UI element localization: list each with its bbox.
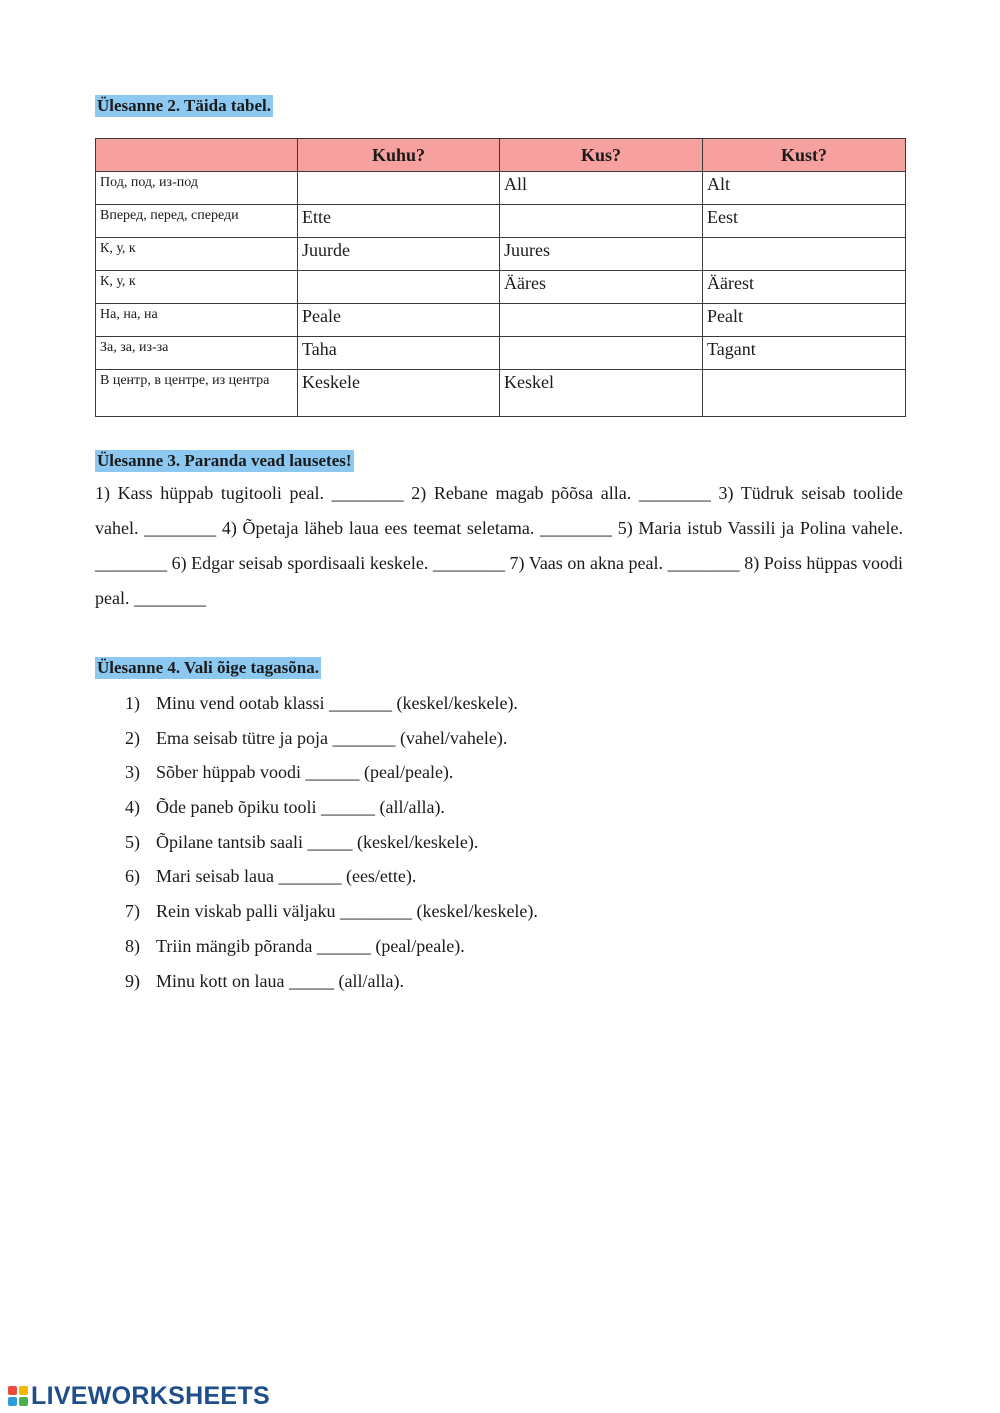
item-text: Triin mängib põranda ______ (peal/peale). — [156, 935, 465, 956]
table-cell-russian: Вперед, перед, спереди — [96, 205, 298, 238]
list-item — [125, 929, 538, 964]
logo-block — [8, 1397, 17, 1406]
table-header-cell: Kus? — [500, 139, 703, 172]
item-text: Õde paneb õpiku tooli ______ (all/alla). — [156, 797, 445, 818]
list-item — [125, 825, 538, 860]
item-text: Rein viskab palli väljaku ________ (keskel/keskele). — [156, 901, 538, 922]
exercise-4-list — [125, 686, 538, 998]
list-item — [125, 721, 538, 756]
liveworksheets-logo[interactable] — [8, 1381, 270, 1411]
exercise-4-heading: Ülesanne 4. Vali õige tagasõna. — [97, 658, 319, 677]
table-cell-kus[interactable] — [500, 205, 703, 238]
table-header-row — [96, 139, 906, 172]
table-cell-kust[interactable]: Pealt — [703, 304, 906, 337]
item-text: Minu vend ootab klassi _______ (keskel/keskele). — [156, 693, 518, 713]
table-cell-kuhu[interactable]: Peale — [298, 304, 500, 337]
item-text: Mari seisab laua _______ (ees/ette). — [156, 866, 417, 887]
table-header-cell — [96, 139, 298, 172]
list-item — [125, 686, 538, 721]
table-cell-kuhu[interactable] — [298, 172, 500, 205]
table-cell-kuhu[interactable]: Taha — [298, 337, 500, 370]
logo-block — [19, 1386, 28, 1395]
logo-block — [19, 1397, 28, 1406]
logo-text: LIVEWORKSHEETS — [31, 1381, 270, 1410]
exercise-2-heading: Ülesanne 2. Täida tabel. — [97, 96, 271, 115]
item-number: 8) — [125, 935, 140, 956]
table-cell-kust[interactable]: Eest — [703, 205, 906, 238]
table-row — [96, 271, 906, 304]
item-number: 2) — [125, 727, 140, 748]
table-cell-kuhu[interactable] — [298, 271, 500, 304]
item-number: 5) — [125, 831, 140, 852]
table-cell-kus[interactable]: Juures — [500, 238, 703, 271]
list-item — [125, 859, 538, 894]
item-number: 9) — [125, 970, 140, 991]
exercise-2-table — [95, 138, 906, 417]
item-text: Minu kott on laua _____ (all/alla). — [156, 970, 404, 991]
item-text: Õpilane tantsib saali _____ (keskel/keskele). — [156, 831, 479, 852]
item-number: 6) — [125, 866, 140, 887]
table-row — [96, 370, 906, 417]
table-cell-kuhu[interactable]: Juurde — [298, 238, 500, 271]
logo-blocks-icon — [8, 1386, 28, 1406]
table-cell-kust[interactable]: Tagant — [703, 337, 906, 370]
table-cell-kuhu[interactable]: Keskele — [298, 370, 500, 417]
list-item — [125, 755, 538, 790]
table-cell-russian: На, на, на — [96, 304, 298, 337]
table-header-cell: Kust? — [703, 139, 906, 172]
table-cell-kus[interactable]: Ääres — [500, 271, 703, 304]
table-cell-kust[interactable]: Alt — [703, 172, 906, 205]
list-item — [125, 964, 538, 999]
table-row — [96, 172, 906, 205]
item-number: 1) — [125, 693, 140, 713]
table-cell-russian: За, за, из-за — [96, 337, 298, 370]
table-cell-russian: К, у, к — [96, 238, 298, 271]
item-text: Ema seisab tütre ja poja _______ (vahel/vahele). — [156, 727, 508, 748]
table-cell-kus[interactable]: All — [500, 172, 703, 205]
table-cell-russian: Под, под, из-под — [96, 172, 298, 205]
table-cell-kuhu[interactable]: Ette — [298, 205, 500, 238]
table-row — [96, 238, 906, 271]
exercise-3-heading: Ülesanne 3. Paranda vead lausetes! — [97, 451, 352, 470]
exercise-3-text: 1) Kass hüppab tugitooli peal. ________ 2) Rebane magab põõsa alla. ________ 3) Tüdruk seisab toolide vahel. ________ 4) Õpetaja läheb laua ees teemat seletama. ________ 5) Maria istub Vassili ja Polina vahele. ________ 6) Edgar seisab spordisaali keskele. ________ 7) Vaas on akna peal. ________ 8) Poiss hüppas voodi peal. ________ — [95, 483, 903, 608]
table-cell-kus[interactable] — [500, 304, 703, 337]
table-header-cell: Kuhu? — [298, 139, 500, 172]
table-cell-russian: В центр, в центре, из центра — [96, 370, 298, 417]
table-cell-kust[interactable]: Äärest — [703, 271, 906, 304]
list-item — [125, 790, 538, 825]
table-cell-kus[interactable]: Keskel — [500, 370, 703, 417]
table-cell-kust[interactable] — [703, 370, 906, 417]
item-number: 4) — [125, 797, 140, 818]
table-cell-kus[interactable] — [500, 337, 703, 370]
logo-block — [8, 1386, 17, 1395]
item-number: 7) — [125, 901, 140, 922]
item-text: Sõber hüppab voodi ______ (peal/peale). — [156, 762, 454, 783]
table-cell-kust[interactable] — [703, 238, 906, 271]
list-item — [125, 894, 538, 929]
table-row — [96, 304, 906, 337]
table-cell-russian: К, у, к — [96, 271, 298, 304]
table-row — [96, 337, 906, 370]
item-number: 3) — [125, 762, 140, 783]
table-row — [96, 205, 906, 238]
